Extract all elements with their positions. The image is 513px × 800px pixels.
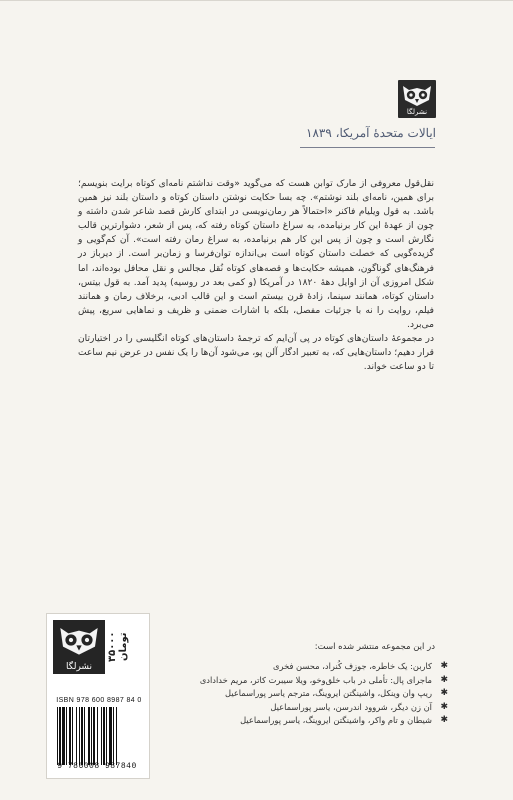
isbn-label: ISBN 978 600 8987 84 0 bbox=[56, 697, 142, 704]
list-item bbox=[130, 674, 448, 688]
series-intro: در این مجموعه منتشر شده است: bbox=[314, 642, 435, 652]
star-bullet-icon: ✱ bbox=[440, 715, 448, 725]
list-item bbox=[130, 714, 448, 728]
publisher-logo bbox=[398, 80, 436, 118]
star-bullet-icon: ✱ bbox=[440, 674, 448, 685]
book-title: آن زن دیگر، شروود اندرسن، یاسر پوراسماعیل bbox=[270, 701, 432, 712]
book-title: ماجرای پال: تأملی در باب خلق‌وخو، ویلا سیبرت کاتر، مریم خدادادی bbox=[199, 674, 432, 685]
barcode-panel bbox=[46, 613, 150, 779]
star-bullet-icon: ✱ bbox=[440, 688, 448, 698]
publisher-name: نشرلگا bbox=[406, 108, 428, 116]
subtitle: ایالات متحدهٔ آمریکا، ۱۸۳۹ bbox=[306, 126, 436, 140]
subtitle-rule bbox=[300, 147, 435, 148]
book-list bbox=[130, 660, 448, 728]
top-border bbox=[0, 0, 513, 1]
list-item bbox=[130, 687, 448, 701]
book-title: ریپ وان وینکل، واشینگتن ایروینگ، مترجم یاسر پوراسماعیل bbox=[225, 688, 432, 698]
star-bullet-icon: ✱ bbox=[440, 701, 448, 712]
star-bullet-icon: ✱ bbox=[440, 661, 448, 671]
publisher-name: نشرلگا bbox=[66, 662, 92, 672]
book-title: شیطان و تام واکر، واشینگتن ایروینگ، یاسر پوراسماعیل bbox=[240, 715, 432, 725]
publisher-logo-small bbox=[53, 620, 105, 674]
owl-icon bbox=[53, 620, 105, 660]
list-item bbox=[130, 660, 448, 674]
list-item bbox=[130, 701, 448, 715]
blurb-paragraph: در مجموعهٔ داستان‌های کوتاه در پی آن‌ایم که ترجمهٔ داستان‌های کوتاه انگلیسی را در اختیارتان قرار دهیم؛ داستان‌هایی که، به تعبیر ادگار آلن پو، می‌شود آن‌ها را یک نفس در عرض نیم ساعت تا دو ساعت خواند. bbox=[78, 334, 434, 373]
barcode-image bbox=[57, 707, 141, 765]
blurb bbox=[78, 177, 434, 374]
barcode-number: 9 786008 987840 bbox=[57, 762, 137, 771]
blurb-paragraph: نقل‌قول معروفی از مارک توابن هست که می‌گوید «وقت نداشتم نامه‌ای کوتاه برایت بنویسم؛ برای همین، نامه‌ای بلند نوشتم». چه بسا حکایت نوشتن داستان کوتاه و داستان بلند نیز همین باشد. به قول ویلیام فاکنر «احتمالاً هر رمان‌نویسی در ابتدای کارش قصد شاعر شدن داشته و چون از عهدهٔ این کار برنیامده، به سراغ داستان کوتاه رفته که، پس از شعر، دشوارترین قالب نگارش است و چون از پس این کار هم برنیامده، به سراغ رمان رفته است». آن کم‌گویی و گزیده‌گویی که خصلت داستان کوتاه است بی‌اندازه توان‌فرسا و زمان‌بر است. از دیرباز در فرهنگ‌های گوناگون، همیشه حکایت‌ها و قصه‌های کوتاه نُقل مجالس و نقل محافل بوده‌اند، اما شکل امروزی آن از اوایل دههٔ ۱۸۲۰ در آمریکا (و کمی بعد در روسیه) پدید آمد. به قول بیتس، داستان کوتاه، همانند سینما، زادهٔ قرن بیستم است و این قالب ادبی، برخلاف رمان و همانند فیلم، روایت را نه با جزئیات مفصل، بلکه با اشارات ضمنی و ظریف و نماهایی سریع، پیش می‌برد. bbox=[78, 179, 434, 330]
owl-icon bbox=[398, 80, 436, 110]
book-title: کاربن: یک خاطره، جوزف کُنراد، محسن فخری bbox=[273, 661, 432, 671]
price-label: ۳۵۰۰۰ تومان bbox=[107, 631, 129, 663]
